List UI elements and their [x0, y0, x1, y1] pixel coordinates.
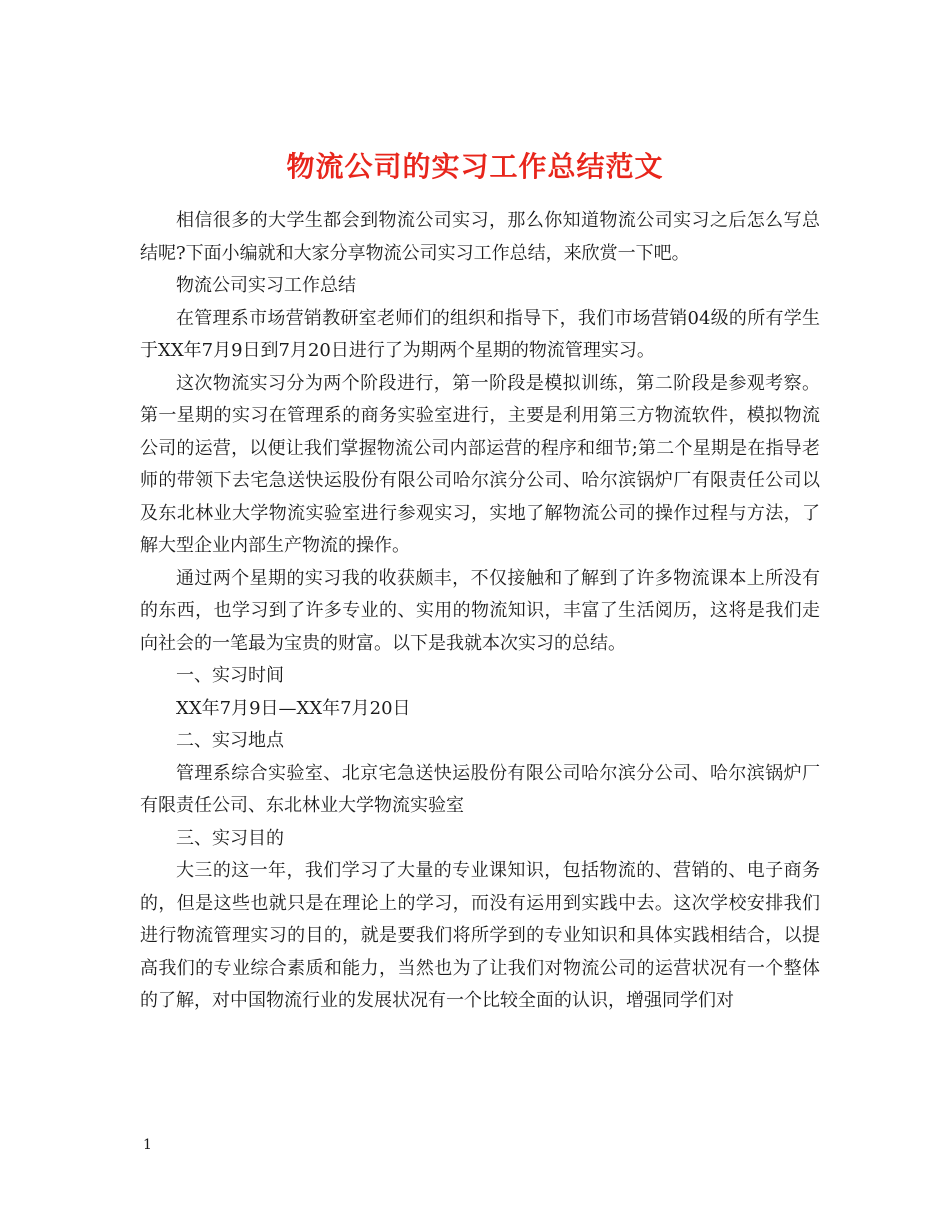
paragraph-location: 管理系综合实验室、北京宅急送快运股份有限公司哈尔滨分公司、哈尔滨锅炉厂有限责任公司、东北林业大学物流实验室: [140, 762, 820, 816]
paragraph-purpose: 大三的这一年，我们学习了大量的专业课知识，包括物流的、营销的、电子商务的，但是这些也就只是在理论上的学习，而没有运用到实践中去。这次学校安排我们进行物流管理实习的目的，就是要我们将所学到的专业知识和具体实践相结合，以提高我们的专业综合素质和能力，当然也为了让我们对物流公司的运营状况有一个整体的了解，对中国物流行业的发展状况有一个比较全面的认识，增强同学们对: [140, 860, 820, 1011]
paragraph-time: XX年7月9日—XX年7月20日: [176, 697, 411, 719]
paragraph-gains: 通过两个星期的实习我的收获颇丰，不仅接触和了解到了许多物流课本上所没有的东西，也学习到了许多专业的、实用的物流知识，丰富了生活阅历，这将是我们走向社会的一笔最为宝贵的财富。以下是我就本次实习的总结。: [140, 567, 820, 654]
section-heading-location: 二、实习地点: [176, 730, 284, 751]
page-number: 1: [143, 1137, 152, 1153]
document-title: 物流公司的实习工作总结范文: [286, 149, 664, 183]
paragraph-intro: 相信很多的大学生都会到物流公司实习，那么你知道物流公司实习之后怎么写总结呢?下面小编就和大家分享物流公司实习工作总结，来欣赏一下吧。: [140, 210, 820, 264]
paragraph-stages: 这次物流实习分为两个阶段进行，第一阶段是模拟训练，第二阶段是参观考察。第一星期的实习在管理系的商务实验室进行，主要是利用第三方物流软件，模拟物流公司的运营，以便让我们掌握物流公司内部运营的程序和细节;第二个星期是在指导老师的带领下去宅急送快运股份有限公司哈尔滨分公司、哈尔滨锅炉厂有限责任公司以及东北林业大学物流实验室进行参观实习，实地了解物流公司的操作过程与方法，了解大型企业内部生产物流的操作。: [140, 372, 820, 556]
section-heading-time: 一、实习时间: [176, 665, 284, 686]
paragraph-overview: 在管理系市场营销教研室老师们的组织和指导下，我们市场营销04级的所有学生于XX年7月9日到7月20日进行了为期两个星期的物流管理实习。: [140, 307, 820, 361]
paragraph-subheading: 物流公司实习工作总结: [176, 275, 356, 296]
document-body: [140, 205, 820, 1018]
section-heading-purpose: 三、实习目的: [176, 827, 284, 849]
